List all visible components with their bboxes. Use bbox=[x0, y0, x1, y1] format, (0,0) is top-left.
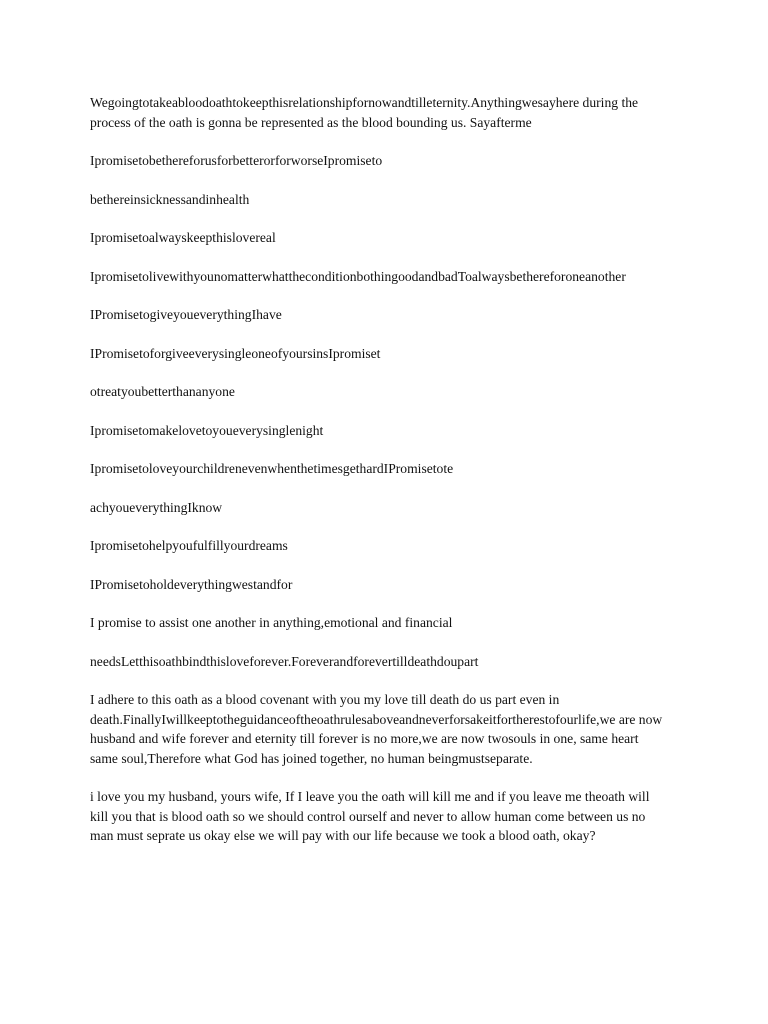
text-line: IPromisetoforgiveeverysingleoneofyoursinsIpromiset bbox=[90, 345, 381, 361]
text-line: otreatyoubetterthananyone bbox=[90, 384, 235, 399]
text-line: Ipromisetomakelovetoyoueverysinglenight bbox=[90, 422, 324, 438]
paragraph bbox=[90, 536, 682, 556]
text-line: IpromisetobethereforusforbetterorforworseIpromiseto bbox=[90, 153, 383, 168]
text-line: I promise to assist one another in anything,emotional and financial bbox=[90, 615, 453, 630]
text-line: IpromisetoloveyourchildrenevenwhenthetimesgethardIPromisetote bbox=[90, 461, 454, 476]
paragraph bbox=[90, 787, 682, 846]
paragraph bbox=[90, 652, 682, 672]
text-line: bethereinsicknessandinhealth bbox=[90, 191, 250, 207]
text-line: process of the oath is gonna be represented as the blood bounding us. Sayafterme bbox=[90, 114, 532, 130]
text-line: Ipromisetoalwayskeepthislovereal bbox=[90, 230, 276, 245]
paragraph bbox=[90, 151, 682, 171]
paragraph bbox=[90, 382, 682, 402]
paragraph bbox=[90, 305, 682, 325]
text-line: IPromisetogiveyoueverythingIhave bbox=[90, 307, 282, 322]
paragraph bbox=[90, 344, 682, 364]
paragraph bbox=[90, 190, 682, 210]
paragraph bbox=[90, 575, 682, 595]
text-line: needsLetthisoathbindthisloveforever.Foreverandforevertilldeathdoupart bbox=[90, 653, 479, 669]
text-line: I adhere to this oath as a blood covenant with you my love till death do us part even in bbox=[90, 692, 560, 707]
document-body bbox=[90, 93, 682, 865]
text-line: achyoueverythingIknow bbox=[90, 499, 223, 515]
text-line: IPromisetoholdeverythingwestandfor bbox=[90, 576, 293, 592]
text-line: husband and wife forever and eternity till forever is no more,we are now twosouls in one, same heart bbox=[90, 731, 639, 746]
paragraph bbox=[90, 93, 682, 132]
text-line: Ipromisetohelpyoufulfillyourdreams bbox=[90, 538, 288, 553]
text-line: IpromisetolivewithyounomatterwhattheconditionbothingoodandbadToalwaysbethereforoneanother bbox=[90, 268, 626, 284]
paragraph bbox=[90, 228, 682, 248]
text-line: death.FinallyIwillkeeptotheguidanceoftheoathrulesaboveandneverforsakeitfortherestofourlife,we are now bbox=[90, 711, 663, 727]
text-line: Wegoingtotakeabloodoathtokeepthisrelationshipfornowandtilleternity.Anythingwesayhere during the bbox=[90, 95, 639, 110]
paragraph bbox=[90, 421, 682, 441]
paragraph bbox=[90, 690, 682, 768]
paragraph bbox=[90, 498, 682, 518]
paragraph bbox=[90, 267, 682, 287]
paragraph bbox=[90, 459, 682, 479]
text-line: i love you my husband, yours wife, If I leave you the oath will kill me and if you leave me theoath will bbox=[90, 789, 650, 804]
text-line: same soul,Therefore what God has joined together, no human beingmustseparate. bbox=[90, 750, 533, 766]
paragraph bbox=[90, 613, 682, 633]
text-line: kill you that is blood oath so we should control ourself and never to allow human come between us no bbox=[90, 808, 646, 824]
text-line: man must seprate us okay else we will pay with our life because we took a blood oath, okay? bbox=[90, 828, 596, 843]
